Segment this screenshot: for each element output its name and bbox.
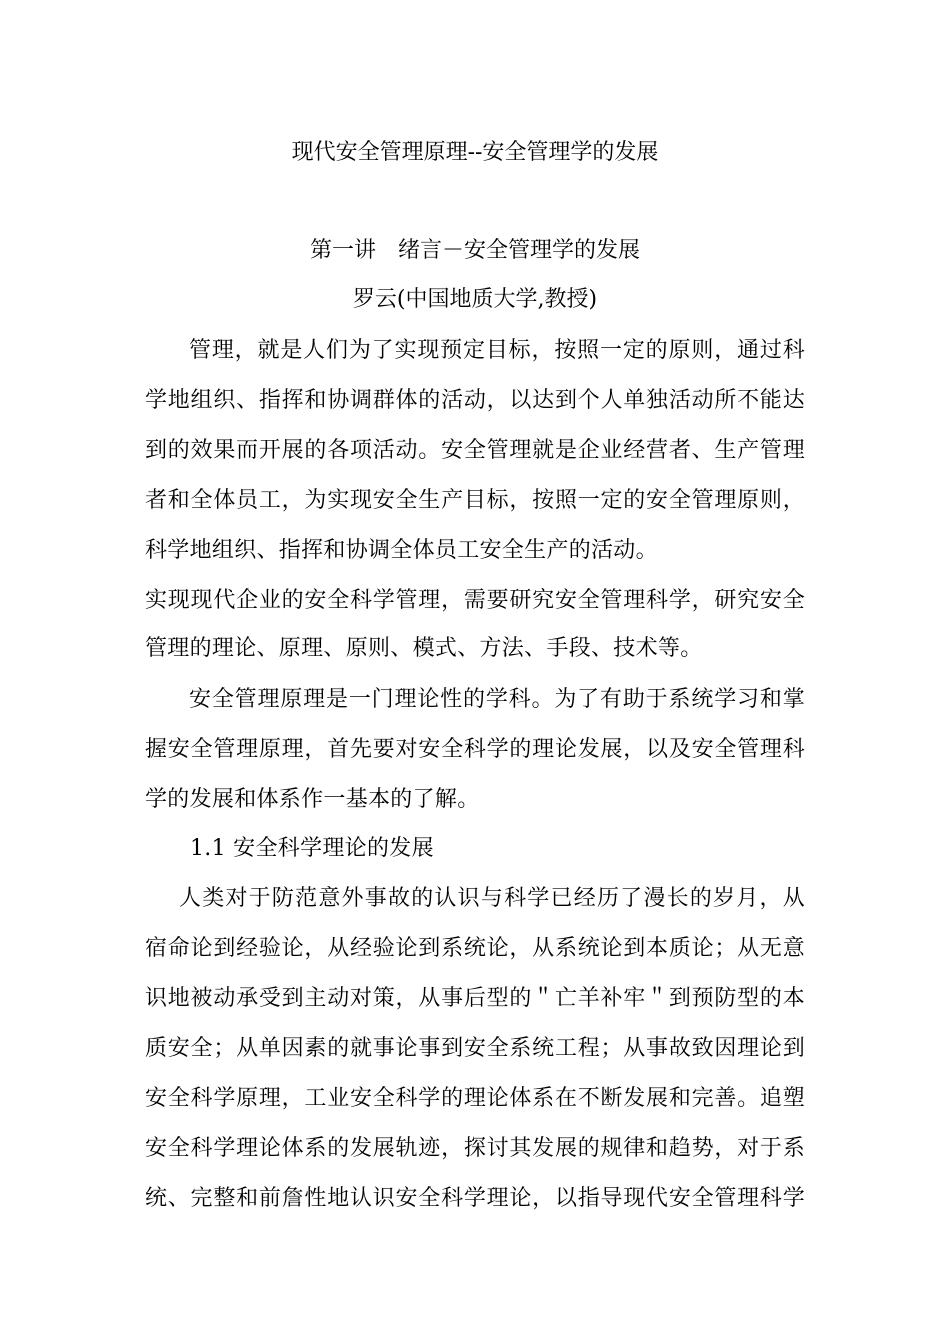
paragraph-line: 质安全；从单因素的就事论事到安全系统工程；从事故致因理论到: [145, 1036, 805, 1061]
paragraph-line: 者和全体员工，为实现安全生产目标，按照一定的安全管理原则，: [145, 488, 805, 513]
paragraph-line: 到的效果而开展的各项活动。安全管理就是企业经营者、生产管理: [145, 438, 805, 463]
paragraph-line: 学的发展和体系作一基本的了解。: [145, 787, 480, 812]
paragraph-line: 管理，就是人们为了实现预定目标，按照一定的原则，通过科: [189, 338, 805, 363]
lecture-heading: 第一讲 绪言－安全管理学的发展: [309, 238, 640, 263]
paragraph-line: 学地组织、指挥和协调群体的活动，以达到个人单独活动所不能达: [145, 388, 805, 413]
paragraph-line: 握安全管理原理，首先要对安全科学的理论发展，以及安全管理科: [145, 737, 805, 762]
paragraph-line: 安全科学理论体系的发展轨迹，探讨其发展的规律和趋势，对于系: [145, 1136, 805, 1161]
paragraph-line: 安全科学原理，工业安全科学的理论体系在不断发展和完善。追塑: [145, 1086, 805, 1111]
paragraph-line: 宿命论到经验论，从经验论到系统论，从系统论到本质论；从无意: [145, 936, 805, 961]
paragraph-line: 统、完整和前詹性地认识安全科学理论，以指导现代安全管理科学: [145, 1186, 805, 1211]
paragraph-line: 安全管理原理是一门理论性的学科。为了有助于系统学习和掌: [189, 687, 805, 712]
document-title: 现代安全管理原理--安全管理学的发展: [291, 140, 659, 165]
paragraph-line: 人类对于防范意外事故的认识与科学已经历了漫长的岁月，从: [179, 886, 805, 911]
paragraph-line: 管理的理论、原理、原则、模式、方法、手段、技术等。: [145, 636, 703, 661]
section-heading: 1.1 安全科学理论的发展: [190, 836, 434, 861]
paragraph-line: 科学地组织、指挥和协调全体员工安全生产的活动。: [145, 538, 658, 563]
paragraph-line: 识地被动承受到主动对策，从事后型的＂亡羊补牢＂到预防型的本: [145, 986, 805, 1011]
paragraph-line: 实现现代企业的安全科学管理，需要研究安全管理科学，研究安全: [145, 588, 805, 613]
author-line: 罗云(中国地质大学,教授): [352, 287, 598, 312]
